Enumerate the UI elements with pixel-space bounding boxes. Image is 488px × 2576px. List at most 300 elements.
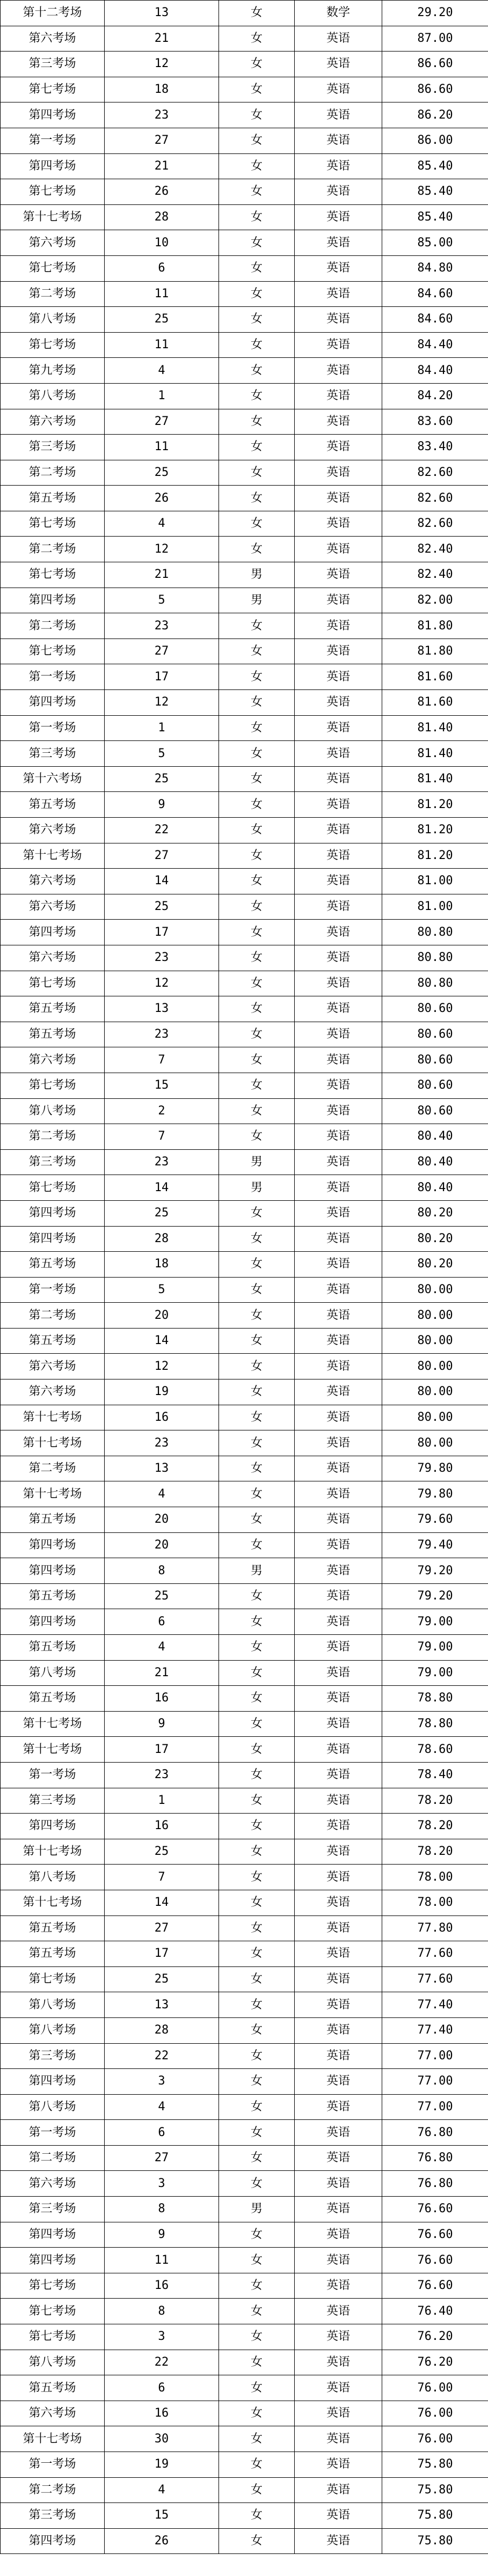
subject-cell: 英语 — [295, 1073, 382, 1098]
subject-cell: 英语 — [295, 843, 382, 869]
gender-cell: 女 — [219, 1226, 295, 1252]
seat-number-cell: 21 — [105, 562, 219, 588]
subject-cell: 英语 — [295, 1175, 382, 1201]
table-row — [1, 1992, 488, 2018]
seat-number-cell: 16 — [105, 1686, 219, 1712]
gender-cell: 女 — [219, 613, 295, 639]
gender-cell: 女 — [219, 1098, 295, 1124]
seat-number-cell: 21 — [105, 1660, 219, 1686]
table-row — [1, 1073, 488, 1098]
exam-room-cell: 第五考场 — [1, 1507, 105, 1533]
subject-cell: 英语 — [295, 945, 382, 971]
seat-number-cell: 8 — [105, 1558, 219, 1584]
exam-room-cell: 第六考场 — [1, 818, 105, 843]
gender-cell: 女 — [219, 1022, 295, 1047]
exam-room-cell: 第七考场 — [1, 511, 105, 537]
subject-cell: 英语 — [295, 1788, 382, 1814]
subject-cell: 英语 — [295, 1226, 382, 1252]
subject-cell: 英语 — [295, 383, 382, 409]
gender-cell: 女 — [219, 792, 295, 818]
seat-number-cell: 6 — [105, 1609, 219, 1635]
gender-cell: 女 — [219, 1073, 295, 1098]
subject-cell: 英语 — [295, 486, 382, 511]
seat-number-cell: 14 — [105, 1890, 219, 1916]
gender-cell: 女 — [219, 2401, 295, 2426]
subject-cell: 英语 — [295, 1456, 382, 1481]
subject-cell: 英语 — [295, 1609, 382, 1635]
gender-cell: 男 — [219, 1149, 295, 1175]
gender-cell: 女 — [219, 1277, 295, 1303]
seat-number-cell: 1 — [105, 1788, 219, 1814]
gender-cell: 女 — [219, 2145, 295, 2171]
subject-cell: 英语 — [295, 1022, 382, 1047]
seat-number-cell: 28 — [105, 204, 219, 230]
exam-room-cell: 第一考场 — [1, 2120, 105, 2146]
table-row — [1, 2171, 488, 2197]
table-row — [1, 1966, 488, 1992]
subject-cell: 英语 — [295, 1354, 382, 1379]
gender-cell: 男 — [219, 1175, 295, 1201]
seat-number-cell: 18 — [105, 77, 219, 102]
gender-cell: 女 — [219, 945, 295, 971]
gender-cell: 女 — [219, 1532, 295, 1558]
score-cell: 82.40 — [382, 562, 488, 588]
score-cell: 81.80 — [382, 639, 488, 664]
subject-cell: 英语 — [295, 1865, 382, 1890]
subject-cell: 英语 — [295, 1737, 382, 1763]
seat-number-cell: 22 — [105, 818, 219, 843]
score-cell: 80.00 — [382, 1328, 488, 1354]
gender-cell: 女 — [219, 383, 295, 409]
exam-room-cell: 第六考场 — [1, 230, 105, 256]
score-cell: 80.00 — [382, 1277, 488, 1303]
seat-number-cell: 4 — [105, 1481, 219, 1507]
table-row — [1, 843, 488, 869]
table-row — [1, 1022, 488, 1047]
score-cell: 77.60 — [382, 1941, 488, 1967]
exam-room-cell: 第五考场 — [1, 996, 105, 1022]
gender-cell: 女 — [219, 1583, 295, 1609]
seat-number-cell: 19 — [105, 1379, 219, 1405]
score-cell: 85.40 — [382, 204, 488, 230]
table-row — [1, 1941, 488, 1967]
gender-cell: 女 — [219, 332, 295, 358]
table-row — [1, 1558, 488, 1584]
score-cell: 80.00 — [382, 1379, 488, 1405]
score-cell: 81.60 — [382, 664, 488, 690]
subject-cell: 英语 — [295, 1890, 382, 1916]
subject-cell: 英语 — [295, 1507, 382, 1533]
subject-cell: 英语 — [295, 639, 382, 664]
table-row — [1, 1354, 488, 1379]
subject-cell: 英语 — [295, 435, 382, 460]
table-row — [1, 26, 488, 52]
seat-number-cell: 5 — [105, 1277, 219, 1303]
table-row — [1, 77, 488, 102]
score-cell: 75.80 — [382, 2477, 488, 2503]
exam-room-cell: 第七考场 — [1, 2324, 105, 2350]
seat-number-cell: 13 — [105, 1, 219, 26]
subject-cell: 英语 — [295, 869, 382, 894]
exam-room-cell: 第八考场 — [1, 2017, 105, 2043]
gender-cell: 女 — [219, 1839, 295, 1865]
exam-room-cell: 第二考场 — [1, 537, 105, 562]
seat-number-cell: 1 — [105, 715, 219, 741]
gender-cell: 男 — [219, 588, 295, 613]
subject-cell: 英语 — [295, 1200, 382, 1226]
table-row — [1, 2145, 488, 2171]
subject-cell: 英语 — [295, 1686, 382, 1712]
table-row — [1, 1430, 488, 1456]
score-cell: 84.20 — [382, 383, 488, 409]
exam-room-cell: 第四考场 — [1, 2222, 105, 2248]
gender-cell: 女 — [219, 128, 295, 153]
gender-cell: 女 — [219, 52, 295, 77]
subject-cell: 英语 — [295, 818, 382, 843]
subject-cell: 英语 — [295, 2528, 382, 2554]
table-row — [1, 204, 488, 230]
gender-cell: 女 — [219, 307, 295, 333]
score-cell: 81.80 — [382, 613, 488, 639]
gender-cell: 女 — [219, 2452, 295, 2478]
score-cell: 84.60 — [382, 281, 488, 307]
score-cell: 80.60 — [382, 996, 488, 1022]
gender-cell: 女 — [219, 1124, 295, 1150]
score-cell: 76.60 — [382, 2222, 488, 2248]
exam-room-cell: 第八考场 — [1, 1865, 105, 1890]
table-row — [1, 1124, 488, 1150]
seat-number-cell: 27 — [105, 1916, 219, 1941]
exam-room-cell: 第三考场 — [1, 1149, 105, 1175]
subject-cell: 英语 — [295, 2120, 382, 2146]
table-row — [1, 332, 488, 358]
score-cell: 80.00 — [382, 1303, 488, 1329]
seat-number-cell: 12 — [105, 537, 219, 562]
score-cell: 78.80 — [382, 1686, 488, 1712]
table-row — [1, 281, 488, 307]
table-row — [1, 690, 488, 716]
table-row — [1, 1098, 488, 1124]
subject-cell: 英语 — [295, 1916, 382, 1941]
seat-number-cell: 16 — [105, 1814, 219, 1839]
seat-number-cell: 26 — [105, 486, 219, 511]
subject-cell: 英语 — [295, 537, 382, 562]
score-cell: 80.60 — [382, 1047, 488, 1073]
gender-cell: 女 — [219, 409, 295, 435]
gender-cell: 男 — [219, 2197, 295, 2222]
table-row — [1, 1532, 488, 1558]
exam-room-cell: 第七考场 — [1, 2273, 105, 2299]
seat-number-cell: 25 — [105, 1583, 219, 1609]
gender-cell: 女 — [219, 26, 295, 52]
seat-number-cell: 27 — [105, 2145, 219, 2171]
gender-cell: 女 — [219, 255, 295, 281]
seat-number-cell: 15 — [105, 2503, 219, 2529]
score-cell: 79.20 — [382, 1583, 488, 1609]
exam-room-cell: 第四考场 — [1, 1609, 105, 1635]
score-cell: 84.40 — [382, 332, 488, 358]
score-cell: 76.00 — [382, 2401, 488, 2426]
gender-cell: 女 — [219, 971, 295, 996]
exam-room-cell: 第八考场 — [1, 1098, 105, 1124]
seat-number-cell: 25 — [105, 307, 219, 333]
table-row — [1, 1405, 488, 1430]
score-cell: 81.40 — [382, 766, 488, 792]
gender-cell: 女 — [219, 1303, 295, 1329]
exam-room-cell: 第五考场 — [1, 1686, 105, 1712]
subject-cell: 英语 — [295, 2094, 382, 2120]
subject-cell: 英语 — [295, 1839, 382, 1865]
seat-number-cell: 15 — [105, 1073, 219, 1098]
score-cell: 79.80 — [382, 1456, 488, 1481]
subject-cell: 英语 — [295, 179, 382, 205]
seat-number-cell: 12 — [105, 690, 219, 716]
exam-room-cell: 第二考场 — [1, 2145, 105, 2171]
table-row — [1, 255, 488, 281]
gender-cell: 女 — [219, 179, 295, 205]
score-cell: 77.80 — [382, 1916, 488, 1941]
exam-room-cell: 第八考场 — [1, 1660, 105, 1686]
score-cell: 81.40 — [382, 741, 488, 767]
exam-room-cell: 第五考场 — [1, 1252, 105, 1278]
exam-room-cell: 第八考场 — [1, 307, 105, 333]
gender-cell: 女 — [219, 435, 295, 460]
score-cell: 80.00 — [382, 1405, 488, 1430]
seat-number-cell: 10 — [105, 230, 219, 256]
subject-cell: 英语 — [295, 77, 382, 102]
table-row — [1, 1839, 488, 1865]
score-cell: 80.00 — [382, 1354, 488, 1379]
subject-cell: 英语 — [295, 2171, 382, 2197]
seat-number-cell: 14 — [105, 869, 219, 894]
subject-cell: 英语 — [295, 2069, 382, 2095]
table-row — [1, 153, 488, 179]
table-row — [1, 920, 488, 945]
score-cell: 80.20 — [382, 1252, 488, 1278]
seat-number-cell: 28 — [105, 1226, 219, 1252]
gender-cell: 女 — [219, 1252, 295, 1278]
gender-cell: 女 — [219, 1405, 295, 1430]
seat-number-cell: 2 — [105, 1098, 219, 1124]
subject-cell: 英语 — [295, 2426, 382, 2452]
score-cell: 75.80 — [382, 2452, 488, 2478]
table-row — [1, 2477, 488, 2503]
table-row — [1, 869, 488, 894]
gender-cell: 女 — [219, 2299, 295, 2324]
exam-room-cell: 第七考场 — [1, 639, 105, 664]
gender-cell: 女 — [219, 1430, 295, 1456]
table-row — [1, 818, 488, 843]
exam-room-cell: 第十七考场 — [1, 1481, 105, 1507]
gender-cell: 女 — [219, 77, 295, 102]
exam-room-cell: 第六考场 — [1, 1047, 105, 1073]
gender-cell: 女 — [219, 1200, 295, 1226]
gender-cell: 女 — [219, 1660, 295, 1686]
subject-cell: 英语 — [295, 1430, 382, 1456]
gender-cell: 女 — [219, 1711, 295, 1737]
exam-room-cell: 第六考场 — [1, 894, 105, 920]
exam-room-cell: 第八考场 — [1, 2094, 105, 2120]
subject-cell: 英语 — [295, 2145, 382, 2171]
gender-cell: 女 — [219, 2350, 295, 2375]
exam-room-cell: 第六考场 — [1, 409, 105, 435]
table-row — [1, 1890, 488, 1916]
table-row — [1, 2401, 488, 2426]
score-cell: 80.60 — [382, 1073, 488, 1098]
exam-room-cell: 第三考场 — [1, 2503, 105, 2529]
table-row — [1, 2017, 488, 2043]
subject-cell: 英语 — [295, 1481, 382, 1507]
exam-room-cell: 第七考场 — [1, 255, 105, 281]
score-cell: 77.00 — [382, 2043, 488, 2069]
exam-room-cell: 第四考场 — [1, 102, 105, 128]
seat-number-cell: 23 — [105, 1762, 219, 1788]
score-cell: 80.60 — [382, 1022, 488, 1047]
seat-number-cell: 27 — [105, 409, 219, 435]
score-cell: 81.20 — [382, 843, 488, 869]
exam-room-cell: 第四考场 — [1, 690, 105, 716]
exam-room-cell: 第十七考场 — [1, 1405, 105, 1430]
gender-cell: 女 — [219, 1865, 295, 1890]
subject-cell: 英语 — [295, 1124, 382, 1150]
score-cell: 76.80 — [382, 2120, 488, 2146]
gender-cell: 女 — [219, 1992, 295, 2018]
table-row — [1, 2273, 488, 2299]
subject-cell: 英语 — [295, 920, 382, 945]
score-cell: 85.40 — [382, 179, 488, 205]
seat-number-cell: 30 — [105, 2426, 219, 2452]
gender-cell: 女 — [219, 2094, 295, 2120]
table-row — [1, 588, 488, 613]
subject-cell: 英语 — [295, 2503, 382, 2529]
exam-room-cell: 第六考场 — [1, 869, 105, 894]
seat-number-cell: 26 — [105, 2528, 219, 2554]
table-row — [1, 1686, 488, 1712]
table-row — [1, 1456, 488, 1481]
subject-cell: 英语 — [295, 204, 382, 230]
score-cell: 78.60 — [382, 1737, 488, 1763]
exam-room-cell: 第二考场 — [1, 460, 105, 486]
score-cell: 80.40 — [382, 1149, 488, 1175]
gender-cell: 女 — [219, 2273, 295, 2299]
score-cell: 79.60 — [382, 1507, 488, 1533]
subject-cell: 英语 — [295, 1635, 382, 1661]
table-row — [1, 2426, 488, 2452]
exam-room-cell: 第六考场 — [1, 1379, 105, 1405]
gender-cell: 女 — [219, 1481, 295, 1507]
seat-number-cell: 4 — [105, 2094, 219, 2120]
exam-room-cell: 第二考场 — [1, 2477, 105, 2503]
exam-room-cell: 第九考场 — [1, 358, 105, 384]
exam-room-cell: 第一考场 — [1, 1762, 105, 1788]
seat-number-cell: 11 — [105, 281, 219, 307]
score-cell: 86.60 — [382, 77, 488, 102]
exam-room-cell: 第十七考场 — [1, 1890, 105, 1916]
subject-cell: 英语 — [295, 102, 382, 128]
seat-number-cell: 6 — [105, 2120, 219, 2146]
gender-cell: 女 — [219, 153, 295, 179]
table-row — [1, 1814, 488, 1839]
subject-cell: 英语 — [295, 562, 382, 588]
subject-cell: 英语 — [295, 1303, 382, 1329]
seat-number-cell: 22 — [105, 2350, 219, 2375]
seat-number-cell: 6 — [105, 255, 219, 281]
subject-cell: 英语 — [295, 894, 382, 920]
exam-room-cell: 第五考场 — [1, 486, 105, 511]
seat-number-cell: 5 — [105, 588, 219, 613]
subject-cell: 英语 — [295, 2197, 382, 2222]
exam-room-cell: 第三考场 — [1, 2043, 105, 2069]
score-cell: 76.20 — [382, 2350, 488, 2375]
subject-cell: 英语 — [295, 1098, 382, 1124]
score-cell: 81.60 — [382, 690, 488, 716]
table-row — [1, 460, 488, 486]
gender-cell: 女 — [219, 920, 295, 945]
exam-room-cell: 第一考场 — [1, 1277, 105, 1303]
subject-cell: 英语 — [295, 715, 382, 741]
seat-number-cell: 18 — [105, 1252, 219, 1278]
score-cell: 81.40 — [382, 715, 488, 741]
seat-number-cell: 16 — [105, 2273, 219, 2299]
gender-cell: 女 — [219, 1941, 295, 1967]
seat-number-cell: 14 — [105, 1328, 219, 1354]
table-row — [1, 562, 488, 588]
seat-number-cell: 17 — [105, 1941, 219, 1967]
exam-room-cell: 第二考场 — [1, 281, 105, 307]
seat-number-cell: 4 — [105, 2477, 219, 2503]
score-cell: 85.00 — [382, 230, 488, 256]
table-row — [1, 1149, 488, 1175]
seat-number-cell: 9 — [105, 1711, 219, 1737]
table-row — [1, 2120, 488, 2146]
table-row — [1, 2043, 488, 2069]
table-row — [1, 1788, 488, 1814]
gender-cell: 女 — [219, 2375, 295, 2401]
seat-number-cell: 9 — [105, 792, 219, 818]
table-row — [1, 1583, 488, 1609]
score-cell: 79.80 — [382, 1481, 488, 1507]
score-cell: 79.20 — [382, 1558, 488, 1584]
score-cell: 76.00 — [382, 2426, 488, 2452]
seat-number-cell: 25 — [105, 894, 219, 920]
score-cell: 77.40 — [382, 1992, 488, 2018]
subject-cell: 英语 — [295, 613, 382, 639]
exam-room-cell: 第四考场 — [1, 1532, 105, 1558]
exam-room-cell: 第一考场 — [1, 664, 105, 690]
exam-room-cell: 第五考场 — [1, 1941, 105, 1967]
exam-room-cell: 第五考场 — [1, 1328, 105, 1354]
gender-cell: 女 — [219, 281, 295, 307]
gender-cell: 男 — [219, 562, 295, 588]
gender-cell: 女 — [219, 664, 295, 690]
table-row — [1, 971, 488, 996]
table-row — [1, 1507, 488, 1533]
score-cell: 80.60 — [382, 1098, 488, 1124]
table-row — [1, 128, 488, 153]
exam-room-cell: 第七考场 — [1, 332, 105, 358]
table-row — [1, 996, 488, 1022]
exam-room-cell: 第四考场 — [1, 2069, 105, 2095]
exam-room-cell: 第一考场 — [1, 2452, 105, 2478]
subject-cell: 英语 — [295, 2350, 382, 2375]
exam-room-cell: 第四考场 — [1, 1558, 105, 1584]
seat-number-cell: 25 — [105, 460, 219, 486]
table-row — [1, 1916, 488, 1941]
gender-cell: 女 — [219, 2528, 295, 2554]
seat-number-cell: 1 — [105, 383, 219, 409]
gender-cell: 女 — [219, 1047, 295, 1073]
seat-number-cell: 23 — [105, 945, 219, 971]
